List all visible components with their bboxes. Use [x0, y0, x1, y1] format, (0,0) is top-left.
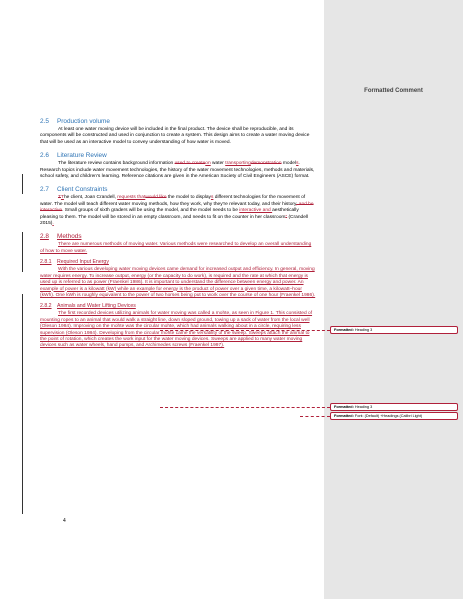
markup-pane	[324, 0, 463, 599]
deleted-text: ”	[285, 214, 288, 220]
deleted-text: T	[58, 195, 61, 201]
deleted-text: demonstration	[250, 161, 282, 167]
markup-pane-title: Formatted Comment	[364, 88, 423, 94]
heading-client-constraints[interactable]: 2.7 Client Constraints	[40, 186, 108, 194]
deleted-text: , and be interactive	[40, 201, 314, 214]
formatting-balloon[interactable]: Formatted: Heading 3	[330, 326, 458, 334]
inserted-text: on	[205, 161, 211, 167]
heading-required-input-energy[interactable]: 2.8.1 Required Input Energy	[40, 259, 109, 266]
paragraph-production-volume[interactable]: At least one water moving device will be included in the final product. The device shall be reproducible, and its components will be constructed and used in conjunction to create a system. This design aims to create a water moving device that will be used as an interactive model to convey understanding of how water is moved.	[40, 127, 310, 145]
balloon-leader-line	[160, 407, 330, 408]
inserted-text: .	[52, 221, 54, 227]
formatting-balloon[interactable]: Formatted: Heading 3	[330, 403, 458, 411]
heading-methods[interactable]: 2.8 Methods	[40, 233, 82, 241]
change-bar	[22, 294, 23, 514]
inserted-text: requests that	[117, 195, 146, 201]
deleted-text: would like	[145, 195, 167, 201]
change-bar	[22, 174, 23, 194]
formatting-balloon[interactable]: Formatted: Font: (Default) +Headings (Calibri Light)	[330, 412, 458, 420]
heading-animals-water-lifting[interactable]: 2.8.2 Animals and Water Lifting Devices	[40, 303, 136, 310]
inserted-text: s	[296, 161, 299, 167]
paragraph-required-input-energy[interactable]: With the various developing water moving devices came demand for increased output and efficiency. In general, moving water requires energy. To increase output, energy (or the capacity to do work), is required and the rate at which that energy is used up is referred to as power (Fraenkel 1986). It is important to understand the difference between energy and power. An example of power is a kilowatt (kW) while an example for energy is the product of power over a given time, a kilowatt–hour (kWh). One kWh is roughly equivalent to the power of two horses being put to work over the course of one hour (Fraenkel 1986).	[40, 267, 316, 298]
inserted-text: s	[210, 195, 214, 201]
page-number: 4	[63, 518, 66, 524]
inserted-text: transporting	[225, 161, 251, 167]
balloon-leader-line	[300, 416, 330, 417]
paragraph-literature-review[interactable]: The literature review contains background information used to createon water transportingdemonstration models. Research topics include water movement technologies, the history of the water movement technologies, methods and materials, school safety, and children's learning. Reference citations are given in the American Society of Civil Engineers (ASCE) format.	[40, 161, 315, 180]
inserted-text: interactive and	[239, 208, 273, 214]
change-bar	[22, 232, 23, 272]
deleted-text: used to create	[174, 161, 206, 167]
balloon-leader-line	[160, 330, 330, 331]
inserted-methods-block	[40, 233, 316, 349]
paragraph-client-constraints[interactable]: TThe client, Joan Crandell, requests thatwould like the model to displays different technologies for the movement of water. The model will teach different water moving methods, how they work, why they're relevant today, and their history, and be interactive. Small groups of sixth graders will be using the model, and the model needs to be interactive and aesthetically pleasing to them. The model will be stored in an empty classroom, and needs to fit on the counter in her classroom” (Crandell 2015).	[40, 195, 314, 227]
document-body	[40, 112, 316, 350]
paragraph-animals-water-lifting[interactable]: The first recorded devices utilizing animals for water moving was called a mohte, as seen in Figure 1. This consisted of mounting ropes to an animal that would walk a straight line, down sloped ground, towing up a sack of water from the local well (Oleson 1984). Improving on the mohte was the circular mohte, which had animals walking about in a circle, requiring less supervision (Oleson 1984). Developing from the circular mohte came the versatility of the sweep. Sweeps attach the animal to the point of rotation, which creates the work input for the water moving devices. Sweeps are applied to many water moving devices such as water wheels, hand pumps, and Archimedes screws (Fraenkel 1997).	[40, 311, 313, 349]
heading-production-volume[interactable]: 2.5 Production volume	[40, 118, 110, 125]
inserted-text: T	[60, 195, 64, 201]
heading-literature-review[interactable]: 2.6 Literature Review	[40, 152, 107, 160]
paragraph-methods[interactable]: There are numerous methods of moving water. Various methods were researched to develop an overall understanding of how to move water.	[40, 242, 312, 254]
